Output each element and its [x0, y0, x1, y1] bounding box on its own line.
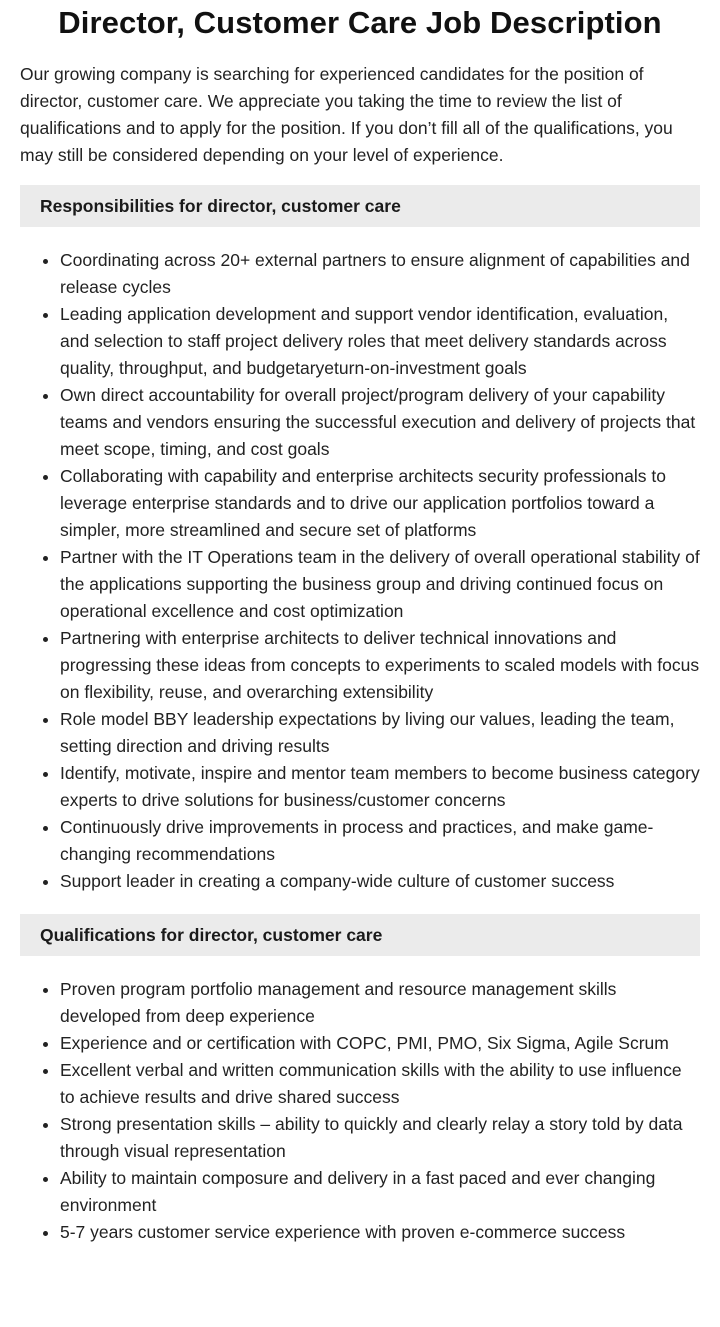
list-item: • Collaborating with capability and enterprise architects security professionals to leverage enterprise standards and to drive our application portfolios toward a simpler, more streamlined and secure set of platforms — [60, 463, 700, 544]
responsibilities-heading: Responsibilities for director, customer care — [20, 185, 700, 227]
list-item: • Coordinating across 20+ external partners to ensure alignment of capabilities and release cycles — [60, 247, 700, 301]
list-item: • Strong presentation skills – ability to quickly and clearly relay a story told by data through visual representation — [60, 1111, 700, 1165]
list-item: • Identify, motivate, inspire and mentor team members to become business category experts to drive solutions for business/customer concerns — [60, 760, 700, 814]
qualifications-list — [20, 976, 700, 1246]
list-item: • Excellent verbal and written communication skills with the ability to use influence to achieve results and drive shared success — [60, 1057, 700, 1111]
responsibilities-list — [20, 247, 700, 895]
list-item: • Role model BBY leadership expectations by living our values, leading the team, setting direction and driving results — [60, 706, 700, 760]
list-item: • Experience and or certification with COPC, PMI, PMO, Six Sigma, Agile Scrum — [60, 1030, 700, 1057]
list-item: • Partner with the IT Operations team in the delivery of overall operational stability of the applications supporting the business group and driving continued focus on operational excellence and cost optimization — [60, 544, 700, 625]
list-item: • Partnering with enterprise architects to deliver technical innovations and progressing these ideas from concepts to experiments to scaled models with focus on flexibility, reuse, and overarching extensibility — [60, 625, 700, 706]
qualifications-heading: Qualifications for director, customer care — [20, 914, 700, 956]
list-item: • Own direct accountability for overall project/program delivery of your capability teams and vendors ensuring the successful execution and delivery of projects that meet scope, timing, and cost goals — [60, 382, 700, 463]
list-item: • Proven program portfolio management and resource management skills developed from deep experience — [60, 976, 700, 1030]
list-item: • Continuously drive improvements in process and practices, and make game-changing recommendations — [60, 814, 700, 868]
page-title: Director, Customer Care Job Description — [58, 5, 662, 40]
list-item: • 5-7 years customer service experience with proven e-commerce success — [60, 1219, 700, 1246]
list-item: • Support leader in creating a company-wide culture of customer success — [60, 868, 700, 895]
list-item: • Ability to maintain composure and delivery in a fast paced and ever changing environment — [60, 1165, 700, 1219]
intro-paragraph: Our growing company is searching for experienced candidates for the position of director, customer care. We appreciate you taking the time to review the list of qualifications and to apply for the position. If you don’t fill all of the qualifications, you may still be considered depending on your level of experience. — [20, 64, 673, 165]
list-item: • Leading application development and support vendor identification, evaluation, and selection to staff project delivery roles that meet delivery standards across quality, throughput, and budgetaryeturn-on-investment goals — [60, 301, 700, 382]
